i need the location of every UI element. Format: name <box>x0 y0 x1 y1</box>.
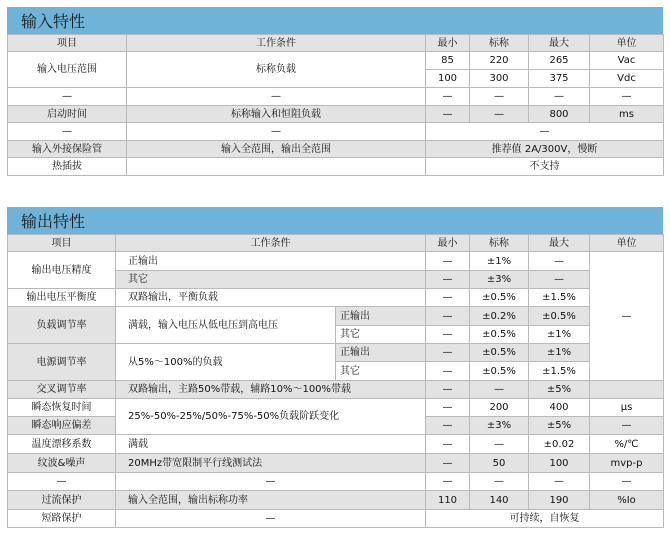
cell-nominal: ±3% <box>470 271 529 289</box>
cell-max: 190 <box>529 491 590 510</box>
cell-max: ±1% <box>529 326 590 344</box>
cell-condition <box>127 158 426 176</box>
cell-min: — <box>426 106 470 123</box>
table-row <box>8 510 664 528</box>
hot-swap-label: 热插拔 <box>8 158 127 176</box>
cell-unit: mvp-p <box>590 454 664 473</box>
input-spec-table <box>7 34 664 176</box>
transient-deviation-label: 瞬态响应偏差 <box>8 417 116 435</box>
ripple-label: 纹波&噪声 <box>8 454 116 473</box>
cell-min: — <box>426 88 470 106</box>
balance-label: 输出电压平衡度 <box>8 289 116 307</box>
cell-value: 不支持 <box>426 158 664 176</box>
header-max: 最大 <box>529 235 590 252</box>
cell-min: — <box>426 326 470 344</box>
cell-sub-condition: 其它 <box>336 362 426 381</box>
cell-condition: 输入全范围，输出标称功率 <box>116 491 426 510</box>
header-conditions: 工作条件 <box>116 235 426 252</box>
cell-nominal: ±1% <box>470 252 529 271</box>
cell-max: ±5% <box>529 417 590 435</box>
header-item: 项目 <box>8 35 127 52</box>
cell-unit: μs <box>590 399 664 417</box>
header-min: 最小 <box>426 35 470 52</box>
cell-min: — <box>426 362 470 381</box>
table-row <box>8 435 664 454</box>
cell-condition: 双路输出，平衡负载 <box>116 289 426 307</box>
cell-min: — <box>426 473 470 491</box>
cell-min: — <box>426 252 470 271</box>
cell-nominal: — <box>470 435 529 454</box>
input-section-title: 输入特性 <box>7 7 663 34</box>
cell-condition: 满载 <box>116 435 426 454</box>
table-row <box>8 88 664 106</box>
cell-condition: 标称输入和恒阻负载 <box>127 106 426 123</box>
startup-time-label: 启动时间 <box>8 106 127 123</box>
cell-sub-condition: 其它 <box>336 326 426 344</box>
table-row <box>8 106 664 123</box>
cell-condition: 从5%～100%的负载 <box>116 344 336 381</box>
table-row <box>8 381 664 399</box>
cell-max: ±5% <box>529 381 590 399</box>
cell-condition: 输入全范围，输出全范围 <box>127 141 426 158</box>
header-nominal: 标称 <box>470 35 529 52</box>
cell-value: 推荐值 2A/300V，慢断 <box>426 141 664 158</box>
table-row <box>8 307 664 326</box>
header-conditions: 工作条件 <box>127 35 426 52</box>
line-regulation-label: 电源调节率 <box>8 344 116 381</box>
cell-condition: 正输出 <box>116 252 426 271</box>
cell-condition: — <box>116 510 426 528</box>
cell-value: — <box>426 123 664 141</box>
table-row <box>8 289 664 307</box>
voltage-accuracy-label: 输出电压精度 <box>8 252 116 289</box>
cell-unit: — <box>590 88 664 106</box>
cell-unit: %Io <box>590 491 664 510</box>
cell-unit: Vac <box>590 52 664 70</box>
cell-max: 375 <box>529 70 590 88</box>
header-item: 项目 <box>8 235 116 252</box>
temp-coefficient-label: 温度漂移系数 <box>8 435 116 454</box>
cell-nominal: ±0.5% <box>470 289 529 307</box>
cell-min: 100 <box>426 70 470 88</box>
cell-max: 400 <box>529 399 590 417</box>
cell-condition: — <box>116 473 426 491</box>
cell-nominal: — <box>470 88 529 106</box>
table-row <box>8 158 664 176</box>
cell-condition: — <box>127 88 426 106</box>
header-nominal: 标称 <box>470 235 529 252</box>
cell-unit: — <box>590 473 664 491</box>
cell-min: — <box>426 454 470 473</box>
cell-nominal: 140 <box>470 491 529 510</box>
cell-min: — <box>426 399 470 417</box>
cell-unit: — <box>590 417 664 435</box>
cell-min: 85 <box>426 52 470 70</box>
output-section-title: 输出特性 <box>7 207 663 234</box>
cell-nominal: 200 <box>470 399 529 417</box>
cell-value: 可持续，自恢复 <box>426 510 664 528</box>
cell-max: — <box>529 252 590 271</box>
cell-max: 100 <box>529 454 590 473</box>
input-voltage-range-condition: 标称负载 <box>127 52 426 88</box>
cell-sub-condition: 正输出 <box>336 344 426 362</box>
cell-min: — <box>426 435 470 454</box>
table-row <box>8 123 664 141</box>
cell-item: — <box>8 473 116 491</box>
table-row <box>8 491 664 510</box>
cell-max: ±0.5% <box>529 307 590 326</box>
cell-item: — <box>8 123 127 141</box>
cell-max: ±1% <box>529 344 590 362</box>
cell-nominal: 220 <box>470 52 529 70</box>
cell-nominal: ±0.5% <box>470 344 529 362</box>
cell-min: 110 <box>426 491 470 510</box>
cell-nominal: ±3% <box>470 417 529 435</box>
table-row <box>8 52 664 70</box>
cell-nominal: 50 <box>470 454 529 473</box>
header-max: 最大 <box>529 35 590 52</box>
cell-max: ±0.02 <box>529 435 590 454</box>
input-voltage-range-label: 输入电压范围 <box>8 52 127 88</box>
cell-condition: 满载，输入电压从低电压到高电压 <box>116 307 336 344</box>
cell-min: — <box>426 307 470 326</box>
cell-max: — <box>529 88 590 106</box>
cell-condition: — <box>127 123 426 141</box>
cell-item: — <box>8 88 127 106</box>
input-header-row <box>8 35 664 52</box>
header-unit: 单位 <box>590 235 664 252</box>
cell-unit: Vdc <box>590 70 664 88</box>
cell-nominal: ±0.5% <box>470 326 529 344</box>
cell-max: — <box>529 271 590 289</box>
cell-min: — <box>426 381 470 399</box>
cell-condition: 其它 <box>116 271 426 289</box>
cell-nominal: ±0.2% <box>470 307 529 326</box>
table-row <box>8 454 664 473</box>
cell-nominal: — <box>470 381 529 399</box>
header-unit: 单位 <box>590 35 664 52</box>
cell-max: 265 <box>529 52 590 70</box>
table-row <box>8 344 664 362</box>
cell-nominal: — <box>470 106 529 123</box>
cell-nominal: 300 <box>470 70 529 88</box>
cell-unit: ms <box>590 106 664 123</box>
cell-unit: — <box>590 252 664 381</box>
short-circuit-label: 短路保护 <box>8 510 116 528</box>
cell-sub-condition: 正输出 <box>336 307 426 326</box>
cell-min: — <box>426 271 470 289</box>
header-min: 最小 <box>426 235 470 252</box>
cell-condition: 25%-50%-25%/50%-75%-50%负载阶跃变化 <box>116 399 426 435</box>
table-row <box>8 399 664 417</box>
cell-max: ±1.5% <box>529 362 590 381</box>
output-spec-table <box>7 234 664 528</box>
cell-min: — <box>426 417 470 435</box>
fuse-label: 输入外接保险管 <box>8 141 127 158</box>
cross-regulation-label: 交叉调节率 <box>8 381 116 399</box>
cell-min: — <box>426 344 470 362</box>
table-row <box>8 252 664 271</box>
cell-max: — <box>529 473 590 491</box>
table-row <box>8 141 664 158</box>
cell-unit: %/℃ <box>590 435 664 454</box>
cell-nominal: ±0.5% <box>470 362 529 381</box>
overcurrent-label: 过流保护 <box>8 491 116 510</box>
cell-nominal: — <box>470 473 529 491</box>
cell-max: ±1.5% <box>529 289 590 307</box>
cell-unit <box>590 381 664 399</box>
cell-condition: 20MHz带宽限制平行线测试法 <box>116 454 426 473</box>
transient-recovery-label: 瞬态恢复时间 <box>8 399 116 417</box>
table-row <box>8 473 664 491</box>
cell-condition: 双路输出，主路50%带载，辅路10%～100%带载 <box>116 381 426 399</box>
cell-min: — <box>426 289 470 307</box>
output-header-row <box>8 235 664 252</box>
load-regulation-label: 负载调节率 <box>8 307 116 344</box>
cell-max: 800 <box>529 106 590 123</box>
